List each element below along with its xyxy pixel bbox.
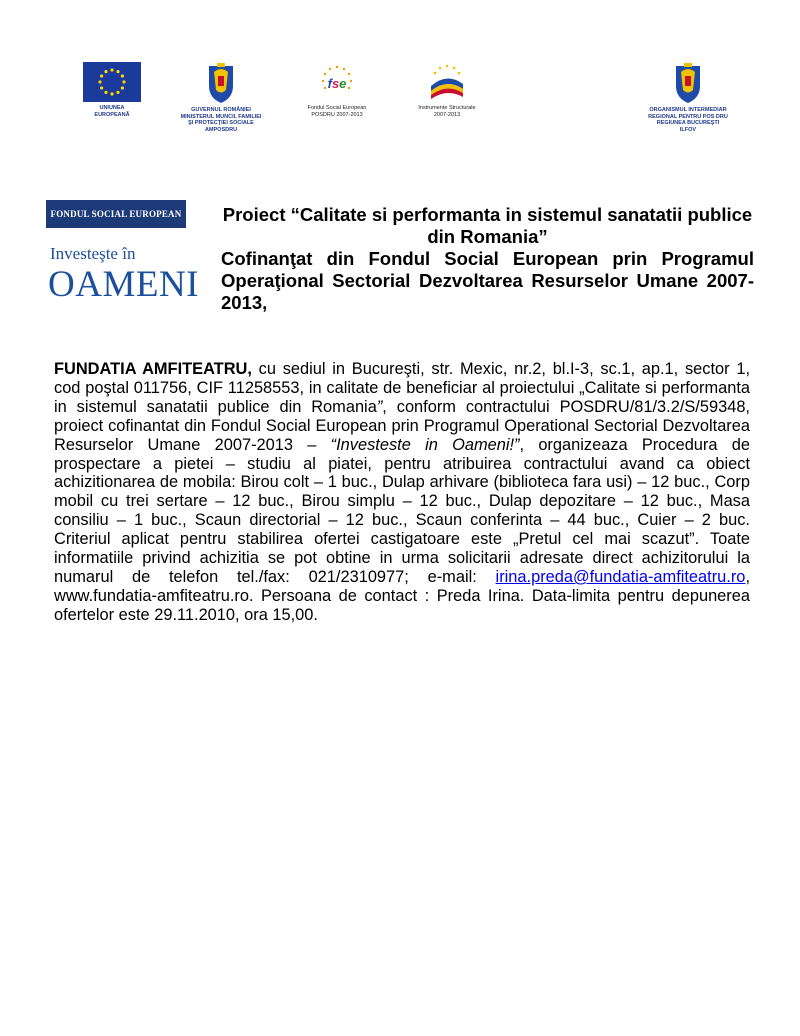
investeste-label: Investeşte în [50, 244, 136, 263]
fse-icon [317, 62, 357, 102]
svg-text:fse: fse [327, 76, 347, 91]
instrumente-structurale-caption: Instrumente Structurale 2007-2013 [418, 105, 476, 118]
quote-end: ” [376, 397, 383, 416]
instrumente-structurale-icon [425, 62, 469, 102]
project-title: Proiect “Calitate si performanta in sistemul sanatatii publice din Romania” [222, 204, 753, 247]
logo-row [0, 62, 800, 142]
body-part-2: , conform contractului POSDRU/81/3.2/S/59348, proiect cofinantat din Fondul Social European prin Programul Operational Sectorial Dezvoltarea Resurselor Umane 2007-2013 – [54, 397, 750, 454]
body-part-3: , organizeaza Procedura de prospectare a pietei – studiu al piatei, pentru atribuirea contractului avand ca obiect achizitionarea de mobila: Birou colt – 1 buc., Dulap arhivare (biblioteca fara usi) – 12 buc., Corp mobil cu trei sertare – 12 buc., Birou simplu – 12 buc., Dulap depozitare – 12 buc., Masa consiliu – 1 buc., Scaun directorial – 12 buc., Scaun conferinta – 44 buc., Cuier – 2 buc. Criteriul aplicat pentru stabilirea ofertei castigatoare este „Pretul cel mai scazut”. Toate informatiile privind achizitia se pot obtine in urma solicitarii adresate direct achizitorului la numarul de telefon tel./fax: 021/2310977; e-mail: [54, 435, 750, 586]
eu-logo [82, 62, 142, 118]
organism-intermediar-caption: ORGANISMUL INTERMEDIAR REGIONAL PENTRU POS DRU REGIUNEA BUCUREŞTI ILFOV [648, 107, 728, 133]
slogan: “Investeste in Oameni!” [330, 435, 520, 454]
eu-flag-icon [83, 62, 141, 102]
government-logo [180, 62, 262, 133]
romania-crest-icon [206, 62, 236, 104]
oameni-label: OAMENI [48, 264, 199, 305]
government-caption: GUVERNUL ROMÂNIEI MINISTERUL MUNCII, FAMILIEI ŞI PROTECŢIEI SOCIALE AMPOSDRU [180, 107, 262, 133]
fse-caption: Fondul Social European POSDRU 2007-2013 [307, 105, 367, 118]
investeste-in-oameni-logo [48, 244, 199, 305]
fse-logo [302, 62, 372, 118]
body-part-4: , www.fundatia-amfiteatru.ro. Persoana de contact : Preda Irina. Data-limita pentru depunerea ofertelor este 29.11.2010, ora 15,00. [54, 567, 750, 624]
romania-crest-icon [673, 62, 703, 104]
project-header [221, 204, 754, 314]
organization-name: FUNDATIA AMFITEATRU, [54, 360, 252, 378]
body-part-1: cu sediul in Bucureşti, str. Mexic, nr.2, bl.I-3, sc.1, ap.1, sector 1, cod poştal 011756, CIF 11258553, in calitate de beneficiar al proiectului „Calitate si performanta in sistemul sanatatii publice din Romania [54, 360, 751, 416]
instrumente-structurale-logo [412, 62, 482, 118]
fse-banner: FONDUL SOCIAL EUROPEAN [46, 200, 186, 228]
organism-intermediar-logo [648, 62, 728, 133]
email-link[interactable]: irina.preda@fundatia-amfiteatru.ro [495, 567, 746, 586]
announcement-body [54, 360, 750, 625]
cofinantat-text: Cofinanţat din Fondul Social European prin Programul Operaţional Sectorial Dezvoltarea Resurselor Umane 2007- 2013, [221, 248, 754, 313]
eu-caption: UNIUNEA EUROPEANĂ [94, 105, 130, 118]
